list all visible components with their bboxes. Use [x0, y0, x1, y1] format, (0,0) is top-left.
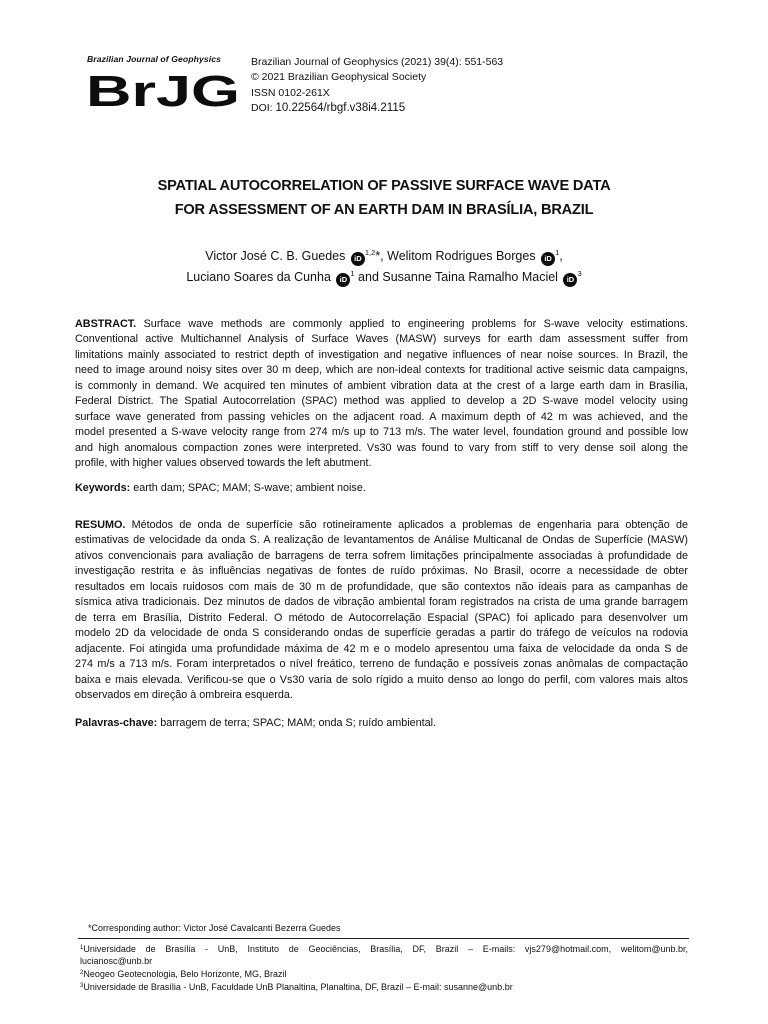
abstract-line: ABSTRACT. Surface wave methods are commonly applied to engineering problems for S-wave velocity estimations. — [75, 318, 689, 330]
palavras-chave — [75, 716, 688, 731]
keywords-text: earth dam; SPAC; MAM; S-wave; ambient noise. — [133, 482, 366, 494]
resumo-line: ativos convencionais para avaliação de barragens de terra sofrem limitações principalmente associadas à profundidade de — [75, 549, 688, 562]
resumo-line: estimativas de velocidade da onda S. A realização de levantamentos de Análise Multicanal de Ondas de Superfície (MASW) — [75, 534, 688, 547]
author-name: Victor José C. B. Guedes — [205, 249, 346, 263]
title-line-2: FOR ASSESSMENT OF AN EARTH DAM IN BRASÍLIA, BRAZIL — [174, 202, 594, 218]
doi-link[interactable]: 10.22564/rbgf.v38i4.2115 — [275, 101, 406, 114]
logo-journal-name: Brazilian Journal of Geophysics — [87, 54, 221, 64]
resumo — [75, 518, 688, 703]
resumo-line: baixa e mais elevada. Verificou-se que o Vs30 varia de solo rígido a muito denso ao longo do perfil, com valores mais altos — [75, 673, 688, 686]
orcid-icon[interactable]: iD — [351, 252, 365, 266]
journal-logo — [84, 52, 244, 112]
author-affiliation-sup: 1 — [555, 248, 560, 257]
author-list — [0, 246, 768, 288]
paper-title — [0, 174, 768, 222]
keywords-label: Keywords: — [75, 482, 131, 494]
title-line-1: SPATIAL AUTOCORRELATION OF PASSIVE SURFACE WAVE DATA — [157, 178, 611, 194]
abstract-line: model presented a S-wave velocity range from 274 m/s up to 713 m/s. The water level, foundation ground and possible low — [75, 426, 688, 439]
palavras-text: barragem de terra; SPAC; MAM; onda S; ruído ambiental. — [160, 717, 437, 729]
footnote-affiliation-2: $^2$Neogeo Geotecnologia, Belo Horizonte, MG, Brazil — [80, 969, 287, 979]
author-affiliation-sup: 1,2 — [364, 248, 376, 257]
abstract-line: surface wave generated from passing vehicles on the adjacent road. A maximum depth of 42 m was achieved, and the — [75, 410, 688, 423]
corresponding-author: *Corresponding author: Victor José Cavalcanti Bezerra Guedes — [88, 923, 341, 933]
issn-line: ISSN 0102-261X — [251, 86, 330, 99]
doi-line — [251, 101, 503, 116]
resumo-line: sísmica ativa tradicionais. Dez minutos de dados de vibração ambiental foram registrados na crista de uma grande barragem — [75, 596, 688, 609]
footnote-affiliation-1: $^1$Universidade de Brasília - UnB, Instituto de Geociências, Brasília, DF, Brazil – E-mails: vjs279@hotmail.com, welitom@unb.br, lucianosc@unb.br — [80, 944, 688, 967]
keywords — [75, 481, 688, 496]
author-line-2 — [0, 267, 768, 288]
author-affiliation-sup: 1 — [350, 269, 355, 278]
resumo-line: investigação restrita e às influências negativas de fontes de ruído próximas. No Brasil, ocorre a necessidade de obter — [75, 565, 688, 578]
copyright-line: © 2021 Brazilian Geophysical Society — [251, 71, 427, 84]
journal-citation: Brazilian Journal of Geophysics (2021) 39(4): 551-563 — [251, 56, 504, 68]
brjg-logo-icon — [84, 70, 244, 110]
author-connector: and — [354, 270, 383, 284]
resumo-line: adjacente. Foi atingida uma profundidade máxima de 42 m e o modelo apresentou uma faixa de velocidade da onda S de — [75, 642, 688, 655]
resumo-line: observados em direção à ombreira esquerda. — [75, 688, 293, 701]
resumo-line: modelo 2D da velocidade de onda S considerando ondas de superfície geradas a partir do tráfego de veículos na rodovia — [75, 627, 688, 640]
doi-label: DOI: — [251, 101, 273, 114]
author-separator: , — [559, 249, 563, 263]
orcid-icon[interactable]: iD — [541, 252, 555, 266]
abstract — [75, 317, 688, 472]
abstract-label: ABSTRACT. — [75, 318, 137, 330]
orcid-icon[interactable]: iD — [336, 273, 350, 287]
abstract-line: and high anomalous compaction zones were interpreted. Vs30 was found to vary from stiff to very dense soil along the — [75, 441, 688, 454]
resumo-line: resultados em locais ruidosos com mais de 30 m de profundidade, que são contextos não ideais para as campanhas de — [75, 580, 688, 593]
author-separator: *, — [375, 249, 388, 263]
orcid-icon[interactable]: iD — [563, 273, 577, 287]
abstract-line: profile, with higher values observed towards the left abutment. — [75, 457, 372, 470]
abstract-line: need to image around noisy sites over 30 m deep, which are non-ideal contexts for traditional active seismic data campaigns, — [75, 364, 688, 377]
abstract-line: Federal District. The Spatial Autocorrelation (SPAC) method was applied to develop a 2D S-wave model velocity using — [75, 395, 688, 408]
abstract-line: Conventional active Multichannel Analysis of Surface Waves (MASW) surveys for earth dam assessment suffer from — [75, 333, 688, 346]
logo-wordmark: BrJG — [86, 70, 240, 110]
footnote-divider — [78, 938, 689, 939]
abstract-line: is commonly in demand. We acquired ten minutes of ambient vibration data at the crest of a large earth dam in Brasília, — [75, 379, 688, 392]
journal-meta — [251, 55, 503, 116]
author-name: Luciano Soares da Cunha — [186, 270, 331, 284]
footnote-affiliation-3: $^3$Universidade de Brasília - UnB, Faculdade UnB Planaltina, Planaltina, DF, Brazil – E-mail: susanne@unb.br — [80, 982, 513, 992]
resumo-line: de terra em Brasília, Distrito Federal. O método de Autocorrelação Espacial (SPAC) foi aplicado para desenvolver um — [75, 611, 688, 624]
palavras-label: Palavras-chave: — [75, 717, 158, 729]
resumo-line: RESUMO. Métodos de onda de superfície são rotineiramente aplicados a problemas de engenharia para obtenção de — [75, 519, 689, 531]
abstract-line: limitations mainly associated to restrict depth of investigation and negative influences of near noise sources. In Brazil, the — [75, 348, 688, 361]
resumo-line: 274 m/s a 713 m/s. Foram interpretados o nível freático, terreno de fundação e possíveis zonas anômalas de compactação — [75, 658, 688, 671]
author-name: Susanne Taina Ramalho Maciel — [382, 270, 558, 284]
author-line-1 — [0, 246, 768, 267]
author-name: Welitom Rodrigues Borges — [387, 249, 536, 263]
resumo-label: RESUMO. — [75, 519, 126, 531]
author-affiliation-sup: 3 — [577, 269, 582, 278]
